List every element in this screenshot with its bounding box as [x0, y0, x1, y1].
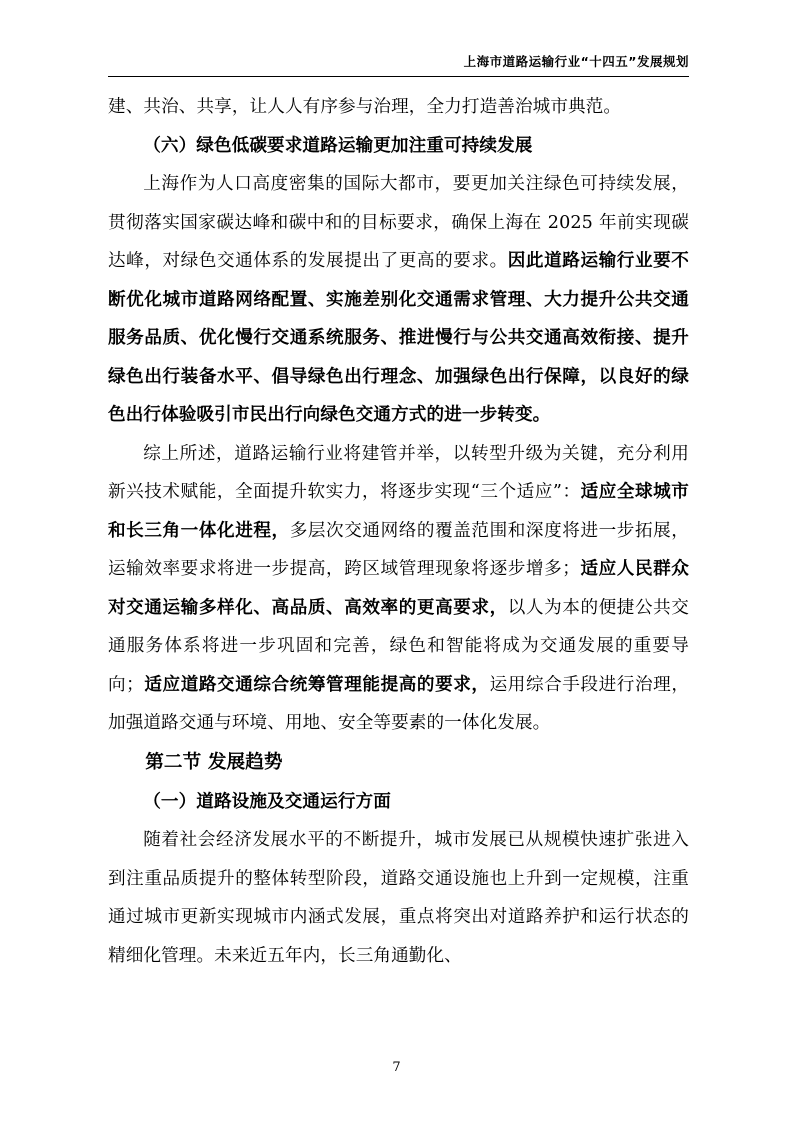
page-number: 7: [392, 1060, 401, 1075]
summary-run-1: 适应全球城市和长三角一体化进程，: [108, 481, 689, 541]
heading-section-two: 第二节 发展趋势: [145, 751, 283, 773]
heading-subsection-one: （一）道路设施及交通运行方面: [143, 791, 391, 812]
summary-run-6: 运用综合手段进行治理，加强道路交通与环境、用地、安全等要素的一体化发展。: [108, 674, 690, 733]
paragraph-green-normal: 上海作为人口高度密集的国际大都市，要更加关注绿色可持续发展，贯彻落实国家碳达峰和碳中和的目标要求，确保上海在 2025 年前实现碳达峰，对绿色交通体系的发展提出了更高的要求。: [108, 174, 689, 271]
summary-run-0: 综上所述，道路运输行业将建管并举，以转型升级为关键，充分利用新兴技术赋能，全面提升软实力，将逐步实现“三个适应”：: [108, 443, 689, 502]
paragraph-carryover: 建、共治、共享，让人人有序参与治理，全力打造善治城市典范。: [108, 97, 622, 117]
summary-run-5: 适应道路交通综合统筹管理能提高的要求，: [143, 673, 490, 695]
page-header: 上海市道路运输行业“十四五”发展规划: [463, 54, 689, 69]
paragraph-green-bold: 因此道路运输行业要不断优化城市道路网络配置、实施差别化交通需求管理、大力提升公共交通服务品质、优化慢行交通系统服务、推进慢行与公共交通高效衔接、提升绿色出行装备水平、倡导绿色出行理念、加强绿色出行保障，以良好的绿色出行体验吸引市民出行向绿色交通方式的进一步转变。: [108, 250, 689, 425]
summary-run-2: 多层次交通网络的覆盖范围和深度将进一步拓展，运输效率要求将进一步提高，跨区域管理现象将逐步增多；: [108, 520, 689, 579]
page-content: [108, 88, 689, 975]
paragraph-trend: 随着社会经济发展水平的不断提升，城市发展已从规模快速扩张进入到注重品质提升的整体转型阶段，道路交通设施也上升到一定规模，注重通过城市更新实现城市内涵式发展，重点将突出对道路养护和运行状态的精细化管理。未来近五年内，长三角通勤化、: [108, 830, 689, 966]
summary-run-3: 适应人民群众对交通运输多样化、高品质、高效率的更高要求，: [108, 558, 689, 618]
summary-run-4: 以人为本的便捷公共交通服务体系将进一步巩固和完善，绿色和智能将成为交通发展的重要导向；: [108, 597, 689, 695]
paragraph-green-development: [108, 165, 689, 435]
heading-section-six: （六）绿色低碳要求道路运输更加注重可持续发展: [143, 134, 533, 156]
header-divider: [108, 76, 689, 77]
paragraph-summary: [108, 435, 689, 743]
